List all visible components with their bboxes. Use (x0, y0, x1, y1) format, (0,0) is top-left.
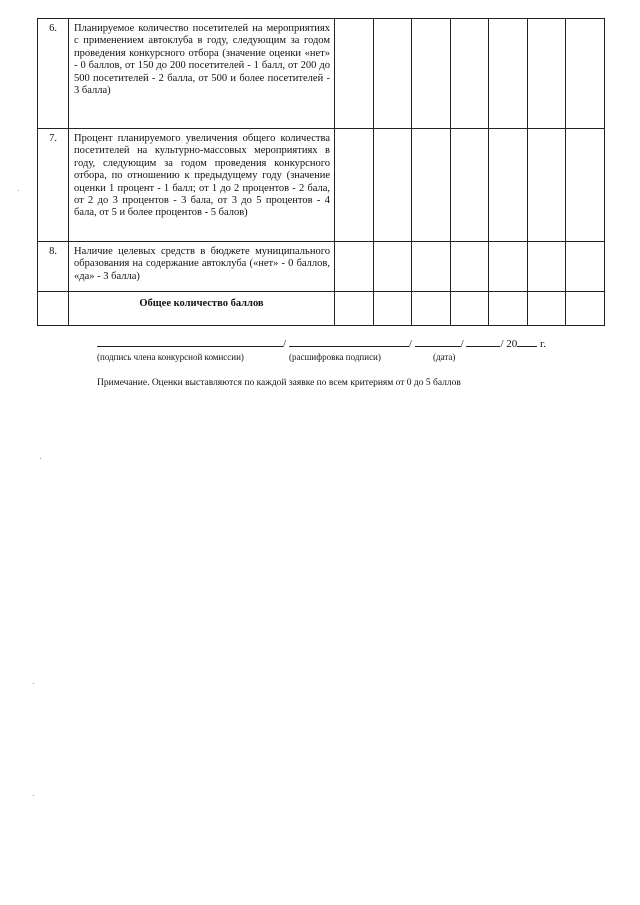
criteria-table (37, 18, 605, 326)
year-suffix: г. (540, 338, 547, 350)
signature-blank[interactable] (97, 337, 283, 347)
score-cell[interactable] (566, 242, 605, 292)
score-cell[interactable] (489, 242, 528, 292)
score-cell[interactable] (412, 129, 451, 242)
criterion-row-8 (38, 242, 605, 292)
year-blank[interactable] (517, 337, 537, 347)
note-text: Примечание. Оценки выставляются по каждой заявке по всем критериям от 0 до 5 баллов (97, 378, 461, 388)
criterion-number: 7. (38, 129, 69, 242)
score-cell[interactable] (412, 242, 451, 292)
score-cell[interactable] (528, 242, 566, 292)
day-blank[interactable] (415, 337, 461, 347)
caption-signature: (подпись члена конкурсной комиссии) (97, 352, 244, 362)
score-cell[interactable] (412, 19, 451, 129)
caption-decoding: (расшифровка подписи) (289, 352, 381, 362)
criterion-text: Планируемое количество посетителей на мероприятиях с применением автоклуба в году, следующим за годом проведения конкурсного отбора (значение оценки «нет» - 0 баллов, от 150 до 200 посетителей - 1 балл, от 200 до 500 посетителей - 2 балла, от 500 и более посетителей - 3 балла) (69, 19, 335, 129)
criterion-text: Наличие целевых средств в бюджете муниципального образования на содержание автоклуба («нет» - 0 баллов, «да» - 3 балла) (69, 242, 335, 292)
caption-date: (дата) (433, 352, 456, 362)
decoding-blank[interactable] (289, 337, 409, 347)
signature-line (97, 337, 546, 350)
score-cell[interactable] (451, 129, 489, 242)
score-cell[interactable] (451, 242, 489, 292)
score-cell[interactable] (374, 129, 412, 242)
month-blank[interactable] (466, 337, 500, 347)
separator-slash: / (283, 338, 287, 350)
scan-speck (18, 190, 19, 191)
score-cell[interactable] (374, 242, 412, 292)
score-cell[interactable] (489, 19, 528, 129)
total-score-cell[interactable] (335, 292, 374, 326)
scan-speck (40, 458, 41, 459)
score-cell[interactable] (566, 19, 605, 129)
scan-speck (33, 683, 34, 684)
criterion-row-7 (38, 129, 605, 242)
criterion-number: 6. (38, 19, 69, 129)
scan-speck (33, 795, 34, 796)
year-prefix: / 20 (500, 338, 518, 350)
total-score-cell[interactable] (412, 292, 451, 326)
score-cell[interactable] (528, 19, 566, 129)
criterion-number: 8. (38, 242, 69, 292)
total-number-cell (38, 292, 69, 326)
score-cell[interactable] (374, 19, 412, 129)
total-score-cell[interactable] (528, 292, 566, 326)
total-row (38, 292, 605, 326)
score-cell[interactable] (489, 129, 528, 242)
separator-slash: / (408, 338, 412, 350)
score-cell[interactable] (335, 19, 374, 129)
score-cell[interactable] (528, 129, 566, 242)
score-cell[interactable] (566, 129, 605, 242)
criterion-text: Процент планируемого увеличения общего количества посетителей на культурно-массовых мероприятиях в году, следующим за годом проведения конкурсного отбора, по отношению к предыдущему году (значение оценки 1 процент - 1 балл; от 1 до 2 процентов - 2 бала, от 2 до 3 процентов - 3 бала, от 3 до 5 процентов - 4 бала, от 5 и более процентов - 5 балов) (69, 129, 335, 242)
criterion-row-6 (38, 19, 605, 129)
total-score-cell[interactable] (451, 292, 489, 326)
score-cell[interactable] (335, 242, 374, 292)
total-label: Общее количество баллов (69, 292, 335, 326)
total-score-cell[interactable] (566, 292, 605, 326)
total-score-cell[interactable] (489, 292, 528, 326)
separator-slash: / (460, 338, 464, 350)
score-cell[interactable] (335, 129, 374, 242)
total-score-cell[interactable] (374, 292, 412, 326)
score-cell[interactable] (451, 19, 489, 129)
